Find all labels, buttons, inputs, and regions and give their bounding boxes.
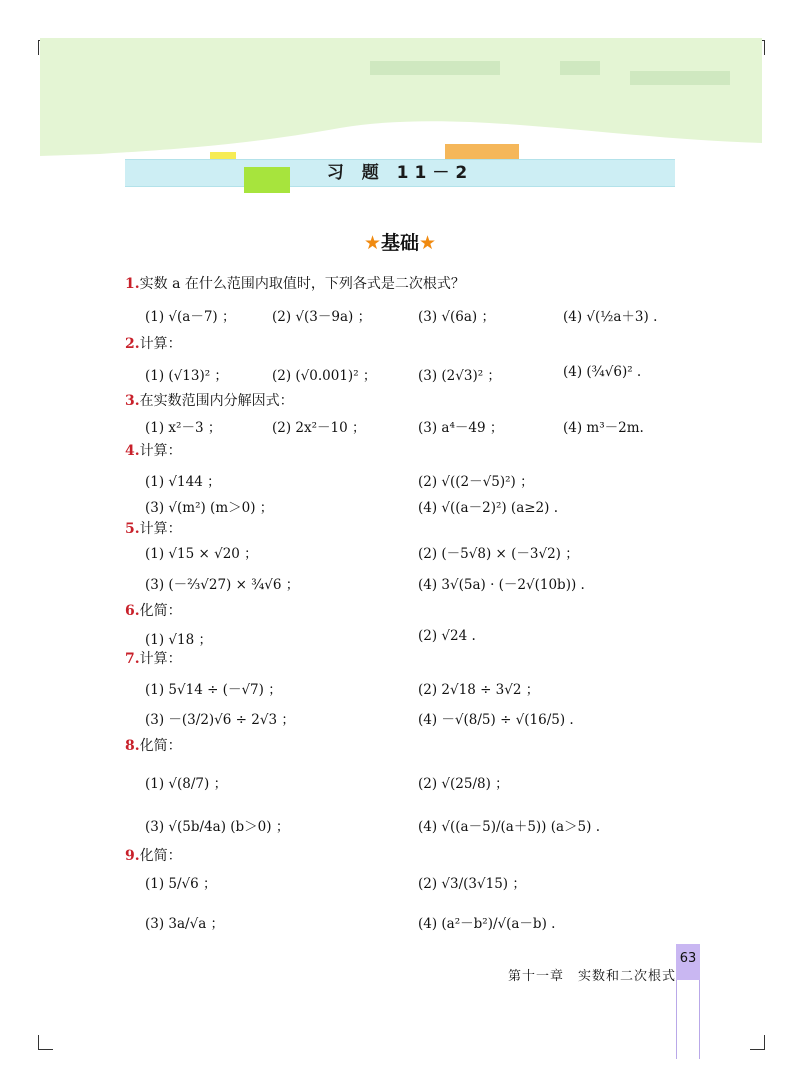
question-number: 8. xyxy=(125,738,140,754)
q4-part-2: (2) √((2－√5)²) ； xyxy=(418,474,534,490)
question-text: 计算： xyxy=(139,443,182,459)
q1-part-3: (3) √(6a) ； xyxy=(418,309,495,325)
question-3 xyxy=(125,390,294,410)
q9-part-1: (1) 5/√6 ； xyxy=(145,876,217,892)
section-label: 基础 xyxy=(380,232,419,254)
header-banner xyxy=(40,38,762,158)
q5-part-1: (1) √15 × √20 ； xyxy=(145,546,258,562)
q3-part-3: (3) a⁴－49 ； xyxy=(418,420,504,436)
question-8 xyxy=(125,735,182,755)
page-number: 63 xyxy=(676,944,700,980)
q4-part-4: (4) √((a－2)²) (a≥2) . xyxy=(418,500,558,516)
question-text: 计算： xyxy=(139,336,182,352)
q8-part-2: (2) √(25/8) ； xyxy=(418,776,509,792)
q2-part-2: (2) (√0.001)² ； xyxy=(272,368,377,384)
q2-part-4: (4) (¾√6)² . xyxy=(563,364,642,380)
crop-mark-bottom-left xyxy=(38,1035,53,1050)
question-9 xyxy=(125,845,182,865)
question-number: 1. xyxy=(125,276,140,292)
q5-part-3: (3) (－⅔√27) × ¾√6 ； xyxy=(145,577,300,593)
star-icon: ★ xyxy=(363,232,381,254)
question-number: 7. xyxy=(125,651,140,667)
q9-part-3: (3) 3a/√a ； xyxy=(145,916,225,932)
question-text: 实数 a 在什么范围内取值时，下列各式是二次根式？ xyxy=(139,276,465,292)
q3-part-2: (2) 2x²－10 ； xyxy=(272,420,366,436)
q1-part-1: (1) √(a－7) ； xyxy=(145,309,236,325)
star-icon: ★ xyxy=(419,232,437,254)
question-text: 在实数范围内分解因式： xyxy=(139,393,294,409)
question-4 xyxy=(125,440,182,460)
q7-part-4: (4) －√(8/5) ÷ √(16/5) . xyxy=(418,712,574,728)
question-number: 6. xyxy=(125,603,140,619)
section-heading xyxy=(0,228,800,255)
question-text: 化简： xyxy=(139,603,182,619)
crop-mark-bottom-right xyxy=(750,1035,765,1050)
q3-part-1: (1) x²－3 ； xyxy=(145,420,222,436)
q7-part-3: (3) －(3/2)√6 ÷ 2√3 ； xyxy=(145,712,295,728)
q8-part-1: (1) √(8/7) ； xyxy=(145,776,228,792)
q5-part-2: (2) (－5√8) × (－3√2) ； xyxy=(418,546,579,562)
question-1 xyxy=(125,273,465,293)
question-7 xyxy=(125,648,182,668)
q8-part-3: (3) √(5b/4a) (b＞0) ； xyxy=(145,819,290,835)
q3-part-4: (4) m³－2m. xyxy=(563,420,644,436)
question-6 xyxy=(125,600,182,620)
q2-part-3: (3) (2√3)² ； xyxy=(418,368,501,384)
q1-part-4: (4) √(½a＋3) . xyxy=(563,309,658,325)
q7-part-2: (2) 2√18 ÷ 3√2 ； xyxy=(418,682,540,698)
exercise-title: 习 题 11－2 xyxy=(326,163,474,183)
question-text: 计算： xyxy=(139,651,182,667)
q4-part-1: (1) √144 ； xyxy=(145,474,221,490)
q6-part-2: (2) √24 . xyxy=(418,628,476,644)
question-text: 化简： xyxy=(139,738,182,754)
q7-part-1: (1) 5√14 ÷ (－√7) ； xyxy=(145,682,282,698)
question-number: 2. xyxy=(125,336,140,352)
question-5 xyxy=(125,518,182,538)
q8-part-4: (4) √((a－5)/(a＋5)) (a＞5) . xyxy=(418,819,600,835)
question-2 xyxy=(125,333,182,353)
chapter-footer: 第十一章 实数和二次根式 xyxy=(508,969,677,984)
q6-part-1: (1) √18 ； xyxy=(145,632,212,648)
question-number: 4. xyxy=(125,443,140,459)
q4-part-3: (3) √(m²) (m＞0) ； xyxy=(145,500,274,516)
q5-part-4: (4) 3√(5a) · (－2√(10b)) . xyxy=(418,577,585,593)
q1-part-2: (2) √(3－9a) ； xyxy=(272,309,372,325)
q9-part-2: (2) √3/(3√15) ； xyxy=(418,876,526,892)
q9-part-4: (4) (a²－b²)/√(a－b) . xyxy=(418,916,556,932)
question-text: 计算： xyxy=(139,521,182,537)
question-text: 化简： xyxy=(139,848,182,864)
question-number: 5. xyxy=(125,521,140,537)
question-number: 9. xyxy=(125,848,140,864)
q2-part-1: (1) (√13)² ； xyxy=(145,368,228,384)
question-number: 3. xyxy=(125,393,140,409)
